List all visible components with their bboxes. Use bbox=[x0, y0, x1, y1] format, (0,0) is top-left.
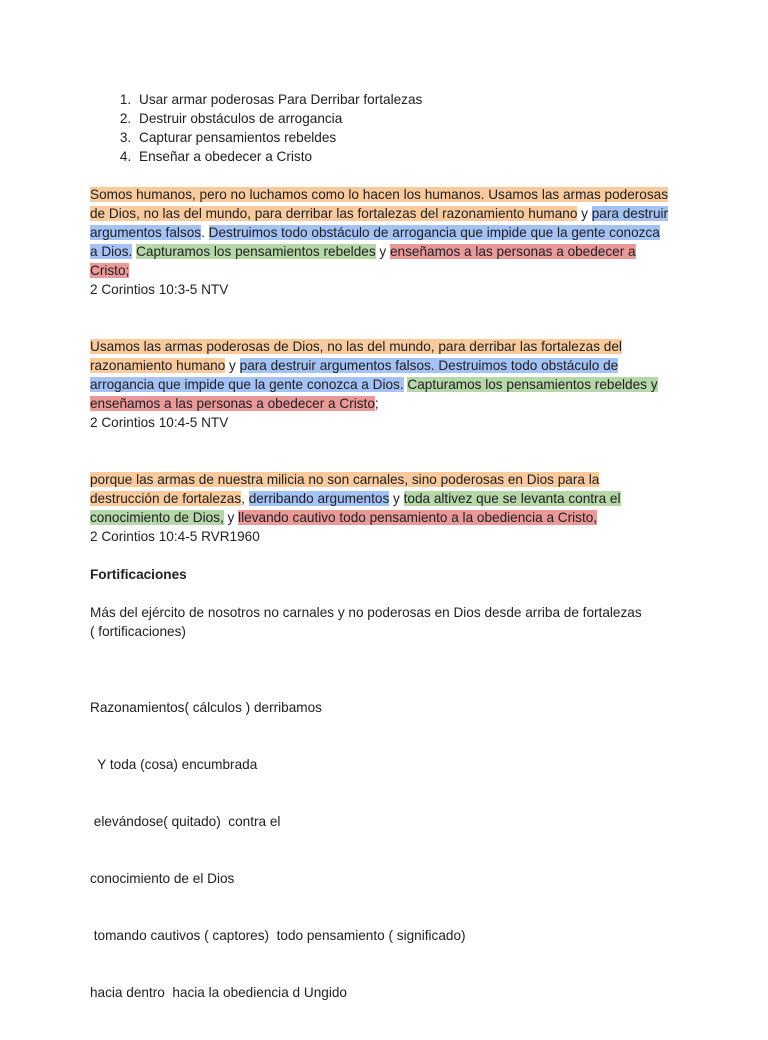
highlight-green: toda altivez que se levanta contra el bbox=[403, 491, 621, 506]
translation-notes bbox=[90, 660, 680, 1040]
passage-line bbox=[90, 204, 680, 223]
highlight-red: llevando cautivo todo pensamiento a la obediencia a Cristo, bbox=[238, 510, 598, 525]
highlight-orange: Usamos las armas poderosas de Dios, no las del mundo, para derribar las fortalezas del bbox=[90, 339, 622, 354]
highlight-blue: arrogancia que impide que la gente conozca a Dios. bbox=[90, 377, 404, 392]
highlight-red: enseñamos a las personas a obedecer a bbox=[389, 244, 636, 259]
passage-line bbox=[90, 337, 680, 356]
connector-text: y bbox=[223, 510, 239, 525]
connector-text: y bbox=[577, 206, 592, 221]
passage-line bbox=[90, 242, 680, 261]
highlight-orange: destrucción de fortalezas bbox=[90, 491, 242, 506]
list-item: 3. Capturar pensamientos rebeldes bbox=[135, 128, 680, 147]
highlight-blue: para destruir argumentos falsos. Destruimos todo obstáculo de bbox=[239, 358, 619, 373]
passage-rvr1960 bbox=[90, 470, 680, 546]
list-item: 4. Enseñar a obedecer a Cristo bbox=[135, 147, 680, 166]
passage-line bbox=[90, 261, 680, 280]
numbered-list bbox=[90, 90, 680, 166]
scripture-reference: 2 Corintios 10:3-5 NTV bbox=[90, 282, 229, 297]
list-item: 2. Destruir obstáculos de arrogancia bbox=[135, 109, 680, 128]
highlight-red: enseñamos a las personas a obedecer a Cristo bbox=[90, 396, 375, 411]
note-line: Y toda (cosa) encumbrada bbox=[90, 757, 258, 772]
highlight-red: Cristo; bbox=[90, 263, 130, 278]
connector-text: , bbox=[241, 491, 249, 506]
highlight-blue: argumentos falsos bbox=[90, 225, 202, 240]
highlight-green: conocimiento de Dios, bbox=[90, 510, 224, 525]
note-line: hacia dentro hacia la obediencia d Ungido bbox=[90, 985, 347, 1000]
connector-text: y bbox=[375, 244, 390, 259]
section-heading: Fortificaciones bbox=[90, 567, 187, 582]
highlight-orange: Somos humanos, pero no luchamos como lo hacen los humanos. Usamos las armas poderosas bbox=[90, 187, 669, 202]
highlight-blue: para destruir bbox=[591, 206, 669, 221]
note-line: tomando cautivos ( captores) todo pensamiento ( significado) bbox=[90, 928, 466, 943]
passage-line bbox=[90, 489, 680, 508]
highlight-orange: razonamiento humano bbox=[90, 358, 226, 373]
passage-line bbox=[90, 508, 680, 527]
connector-text: . bbox=[201, 225, 209, 240]
passage-line bbox=[90, 375, 680, 394]
list-item: 1. Usar armar poderosas Para Derribar fortalezas bbox=[135, 90, 680, 109]
passage-ntv-4-5 bbox=[90, 337, 680, 432]
note-line: conocimiento de el Dios bbox=[90, 871, 235, 886]
connector-text: y bbox=[225, 358, 240, 373]
passage-line bbox=[90, 394, 680, 413]
connector-text: ; bbox=[374, 396, 379, 411]
highlight-blue: derribando argumentos bbox=[248, 491, 390, 506]
highlight-orange: de Dios, no las del mundo, para derribar las fortalezas del razonamiento humano bbox=[90, 206, 578, 221]
passage-line bbox=[90, 223, 680, 242]
note-line: Razonamientos( cálculos ) derribamos bbox=[90, 700, 322, 715]
passage-line bbox=[90, 356, 680, 375]
paragraph-line: Más del ejército de nosotros no carnales y no poderosas en Dios desde arriba de fortalezas bbox=[90, 605, 642, 620]
connector-text: y bbox=[389, 491, 404, 506]
highlight-green: Capturamos los pensamientos rebeldes bbox=[136, 244, 376, 259]
passage-ntv-3-5 bbox=[90, 185, 680, 299]
paragraph-line: ( fortificaciones) bbox=[90, 624, 186, 639]
scripture-reference: 2 Corintios 10:4-5 NTV bbox=[90, 415, 229, 430]
scripture-reference: 2 Corintios 10:4-5 RVR1960 bbox=[90, 529, 260, 544]
highlight-orange: porque las armas de nuestra milicia no son carnales, sino poderosas en Dios para la bbox=[90, 472, 600, 487]
document-body bbox=[90, 90, 680, 1040]
note-line: elevándose( quitado) contra el bbox=[90, 814, 281, 829]
passage-line bbox=[90, 470, 680, 489]
highlight-green: Capturamos los pensamientos rebeldes y bbox=[407, 377, 658, 392]
highlight-blue: Destruimos todo obstáculo de arrogancia que impide que la gente conozca bbox=[208, 225, 660, 240]
highlight-blue: a Dios. bbox=[90, 244, 133, 259]
passage-line bbox=[90, 185, 680, 204]
